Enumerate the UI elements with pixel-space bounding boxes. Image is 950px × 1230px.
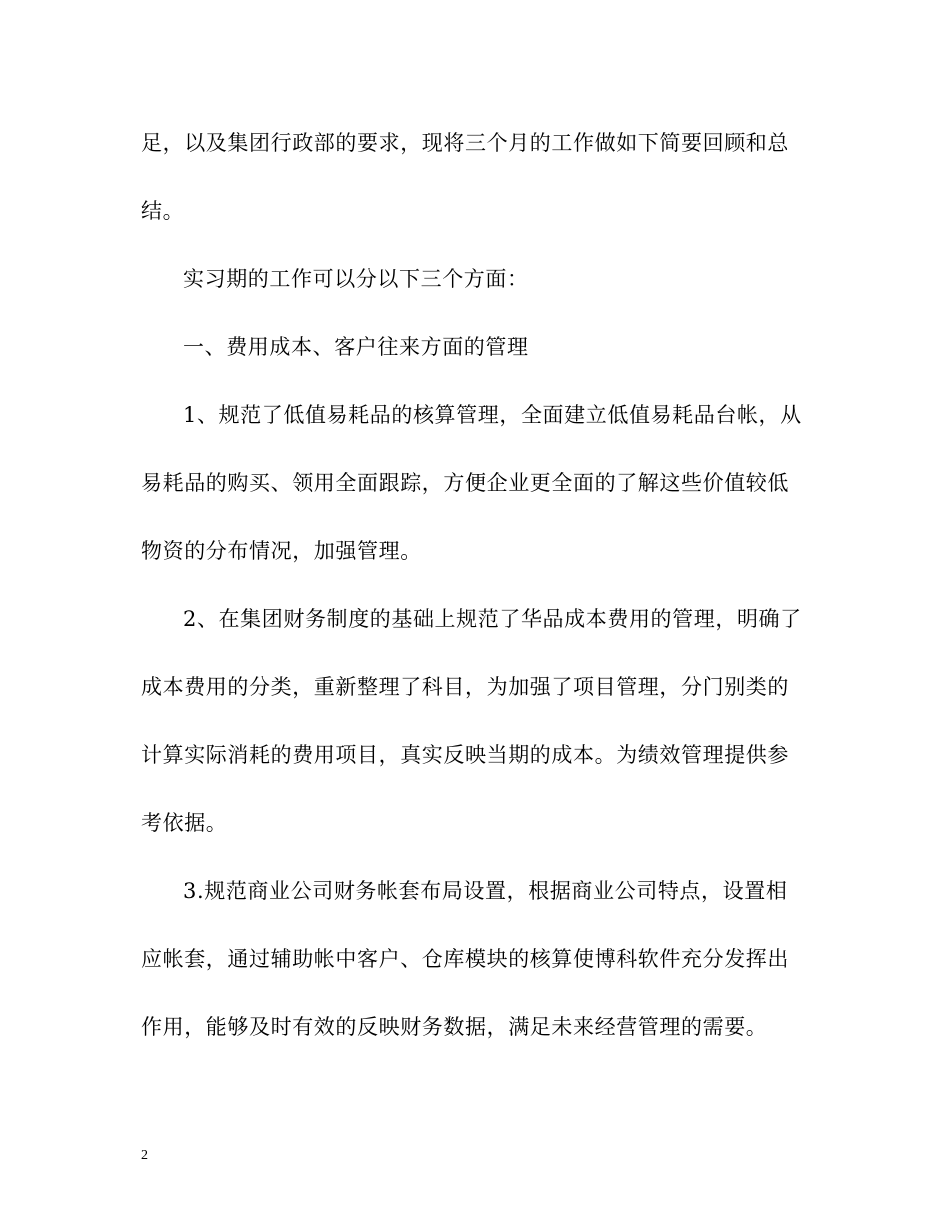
text-line-14: 作用，能够及时有效的反映财务数据，满足未来经营管理的需要。 — [141, 1015, 768, 1039]
text-line-8: 2、在集团财务制度的基础上规范了华品成本费用的管理，明确了 — [183, 607, 802, 631]
text-line-10: 计算实际消耗的费用项目，真实反映当期的成本。为绩效管理提供参 — [141, 743, 789, 767]
text-line-6: 易耗品的购买、领用全面跟踪，方便企业更全面的了解这些价值较低 — [141, 471, 789, 495]
text-line-13: 应帐套，通过辅助帐中客户、仓库模块的核算使博科软件充分发挥出 — [141, 947, 789, 971]
text-line-2: 结。 — [141, 199, 185, 223]
text-line-1: 足，以及集团行政部的要求，现将三个月的工作做如下简要回顾和总 — [141, 131, 789, 155]
text-line-9: 成本费用的分类，重新整理了科目，为加强了项目管理，分门别类的 — [141, 675, 789, 699]
text-line-7: 物资的分布情况，加强管理。 — [141, 539, 422, 563]
text-line-11: 考依据。 — [141, 811, 228, 835]
text-line-12: 3.规范商业公司财务帐套布局设置，根据商业公司特点，设置相 — [183, 879, 788, 903]
page-number: 2 — [141, 1148, 148, 1163]
section-heading: 一、费用成本、客户往来方面的管理 — [183, 335, 529, 359]
text-line-3: 实习期的工作可以分以下三个方面： — [183, 267, 529, 291]
text-line-5: 1、规范了低值易耗品的核算管理，全面建立低值易耗品台帐，从 — [183, 403, 802, 427]
document-body — [141, 118, 809, 1070]
